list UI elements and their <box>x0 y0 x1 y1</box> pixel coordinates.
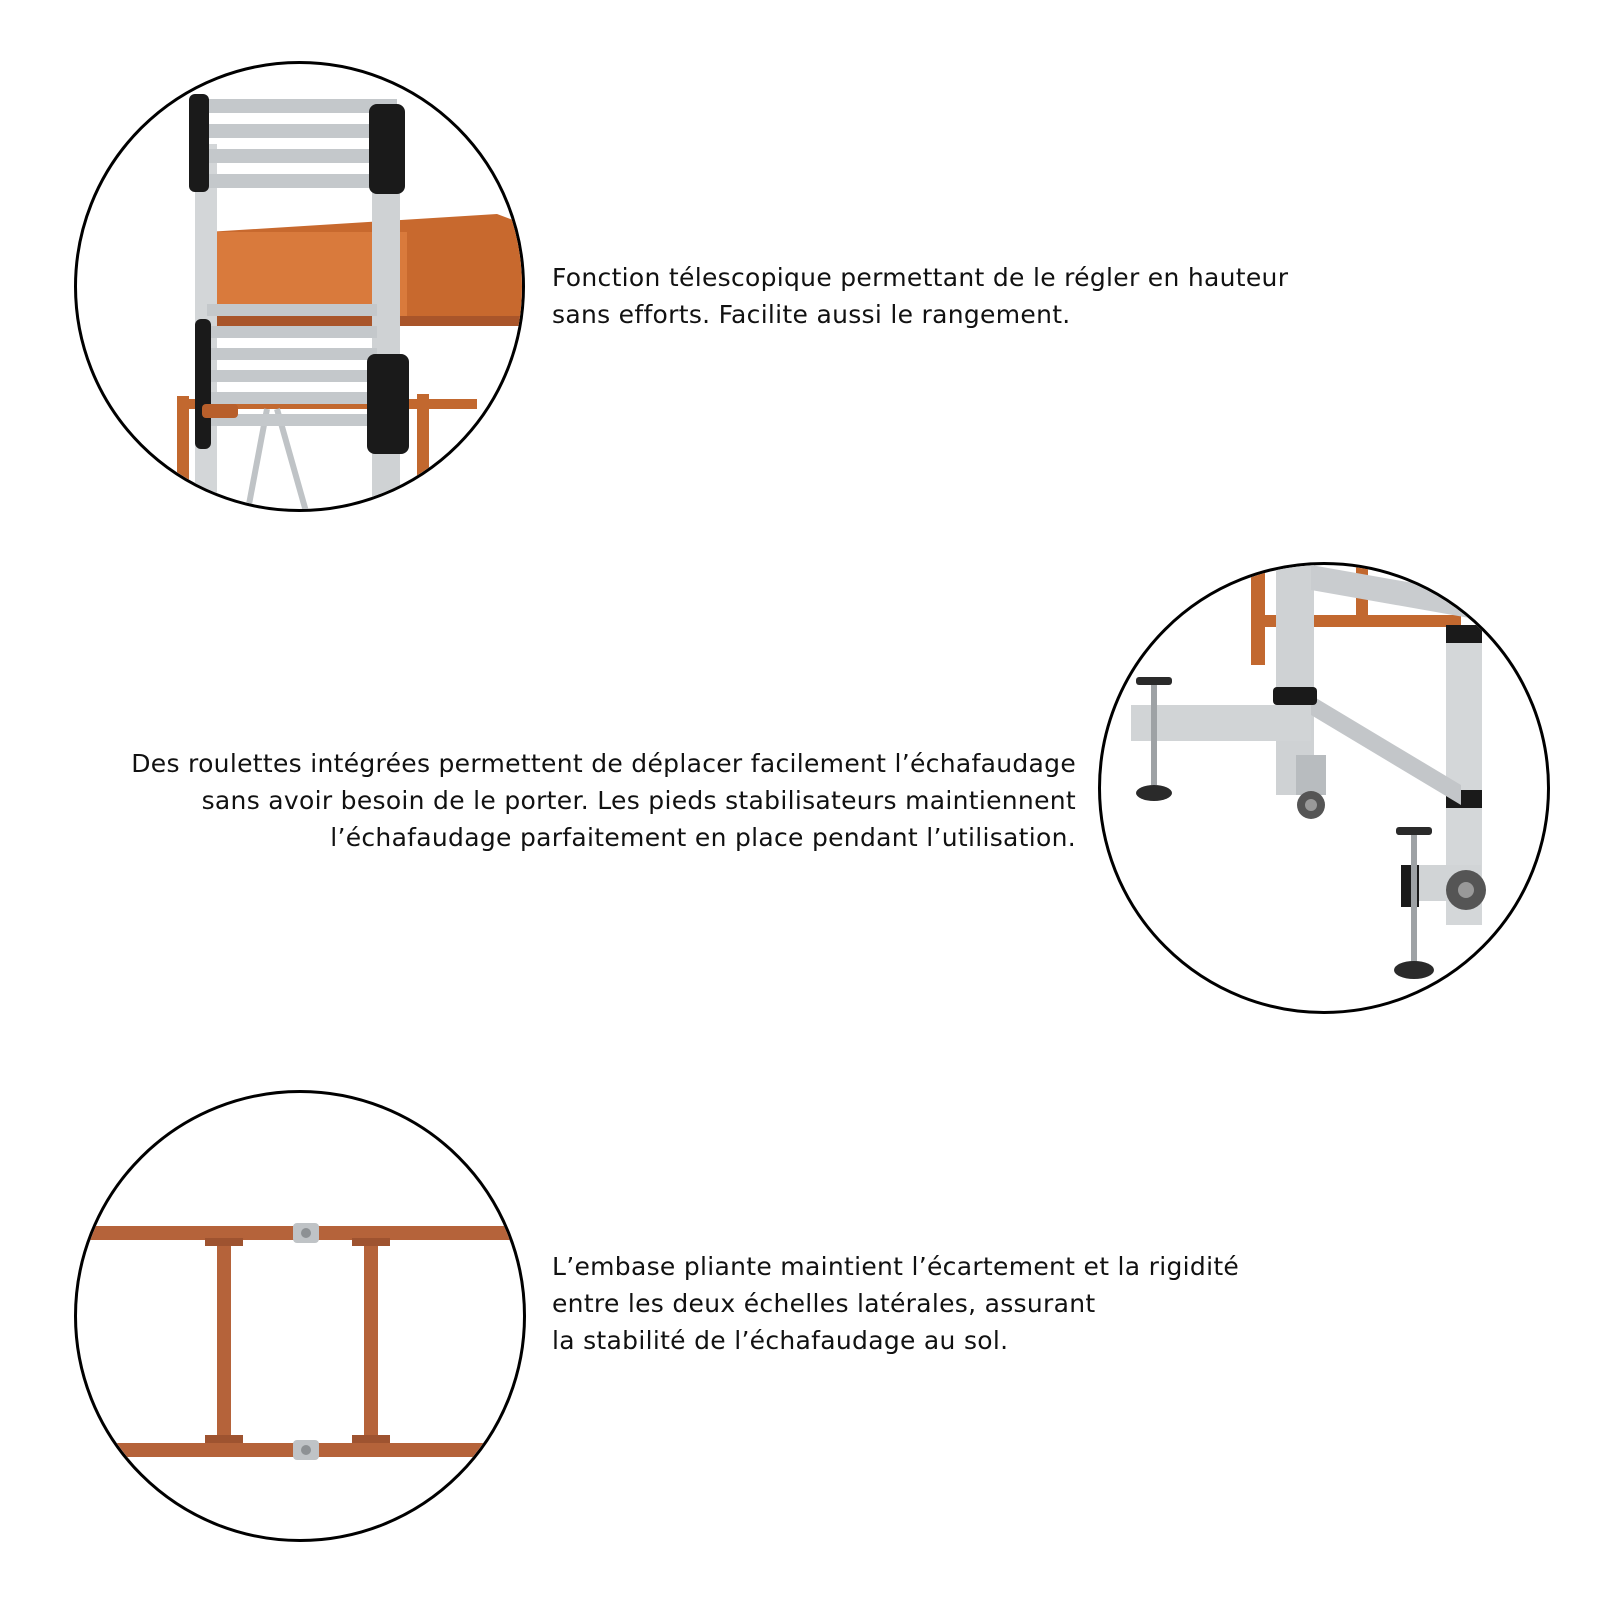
casters-photo <box>1098 562 1550 1014</box>
casters-caption <box>131 745 1076 856</box>
casters-illustration <box>1101 565 1550 1014</box>
caption-line: Des roulettes intégrées permettent de déplacer facilement l’échafaudage <box>131 749 1076 778</box>
telescopic-ladder-photo <box>74 61 525 512</box>
folding-base-illustration <box>77 1093 526 1542</box>
caption-line: l’échafaudage parfaitement en place pendant l’utilisation. <box>330 823 1076 852</box>
telescopic-ladder-illustration <box>77 64 525 512</box>
caption-line: sans avoir besoin de le porter. Les pieds stabilisateurs maintiennent <box>201 786 1076 815</box>
caption-line: entre les deux échelles latérales, assurant <box>552 1289 1096 1318</box>
caption-line: L’embase pliante maintient l’écartement et la rigidité <box>552 1252 1240 1281</box>
telescopic-caption <box>552 259 1288 333</box>
caption-line: Fonction télescopique permettant de le régler en hauteur <box>552 263 1289 292</box>
folding-base-caption <box>552 1248 1239 1359</box>
folding-base-photo <box>74 1090 526 1542</box>
caption-line: sans efforts. Facilite aussi le rangement. <box>552 300 1071 329</box>
caption-line: la stabilité de l’échafaudage au sol. <box>552 1326 1009 1355</box>
